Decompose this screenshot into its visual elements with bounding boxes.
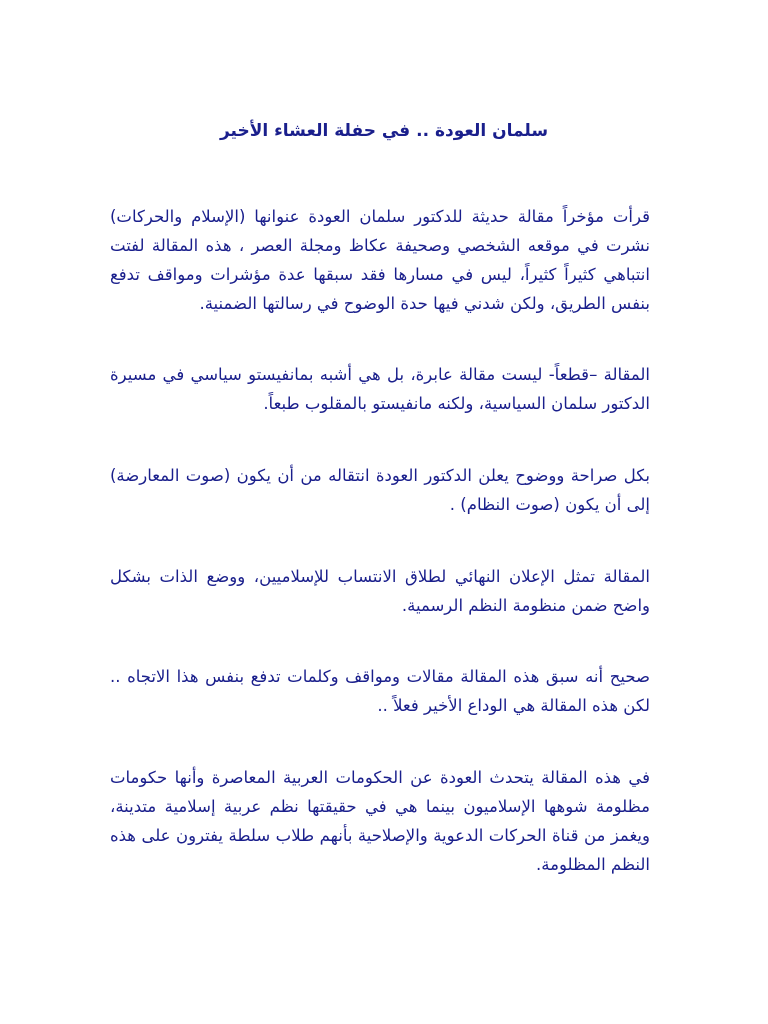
paragraph-farewell: صحيح أنه سبق هذه المقالة مقالات ومواقف وكلمات تدفع بنفس هذا الاتجاه .. لكن هذه المقالة هي الوداع الأخير فعلاً ..	[110, 667, 650, 715]
paragraph-governments: في هذه المقالة يتحدث العودة عن الحكومات العربية المعاصرة وأنها حكومات مظلومة شوهها الإسلاميون بينما هي في حقيقتها نظم عربية إسلامية متدينة، ويغمز من قناة الحركات الدعوية والإصلاحية بأنهم طلاب سلطة يفترون على هذه النظم المظلومة.	[110, 768, 650, 874]
paragraph-announcement: بكل صراحة ووضوح يعلن الدكتور العودة انتقاله من أن يكون (صوت المعارضة) إلى أن يكون (صوت النظام) .	[110, 466, 650, 514]
paragraph-divorce: المقالة تمثل الإعلان النهائي لطلاق الانتساب للإسلاميين، ووضع الذات بشكل واضح ضمن منظومة النظم الرسمية.	[110, 567, 650, 615]
paragraph-intro: قرأت مؤخراً مقالة حديثة للدكتور سلمان العودة عنوانها (الإسلام والحركات) نشرت في موقعه الشخصي وصحيفة عكاظ ومجلة العصر ، هذه المقالة لفتت انتباهي كثيراً كثيراً، ليس في مسارها فقد سبقها عدة مؤشرات ومواقف تدفع بنفس الطريق، ولكن شدني فيها حدة الوضوح في رسالتها الضمنية.	[110, 207, 650, 313]
paragraph-manifesto: المقالة –قطعاً- ليست مقالة عابرة، بل هي أشبه بمانفيستو سياسي في مسيرة الدكتور سلمان السياسية، ولكنه مانفيستو بالمقلوب طبعاً.	[110, 365, 650, 413]
article-title: سلمان العودة .. في حفلة العشاء الأخير	[219, 121, 549, 141]
